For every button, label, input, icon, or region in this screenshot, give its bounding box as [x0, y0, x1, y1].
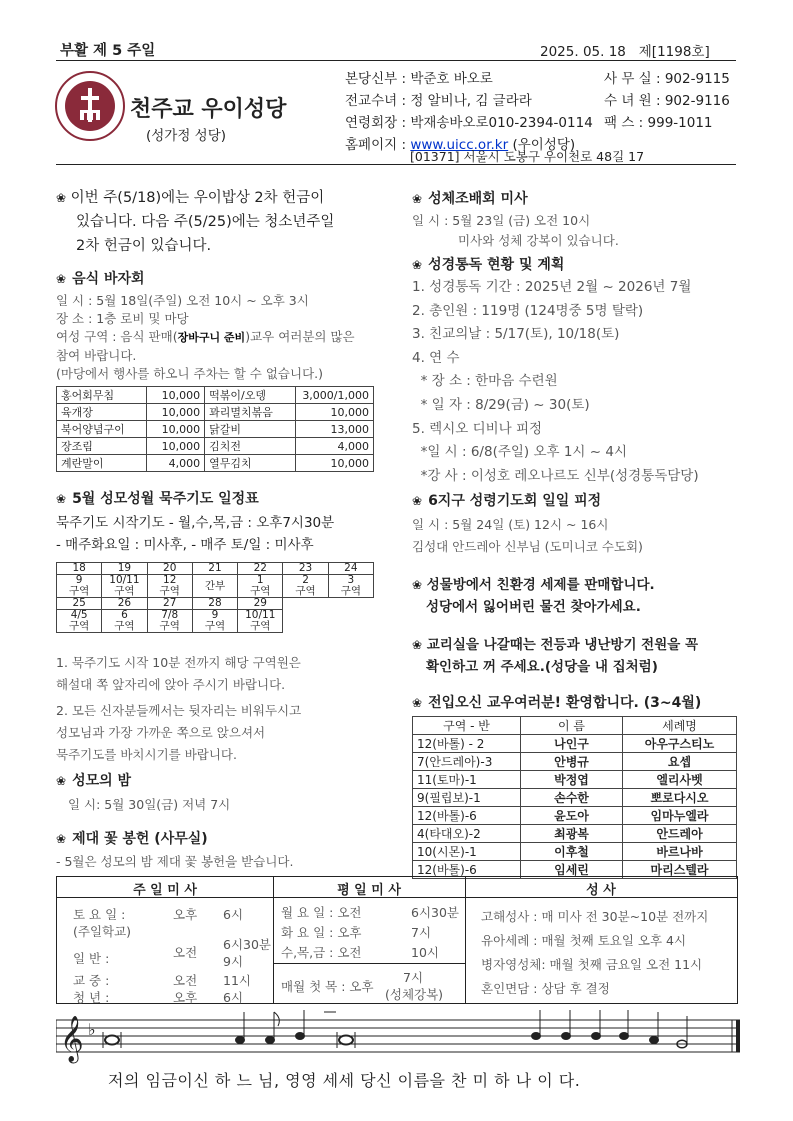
- rosary-date-row: [57, 598, 374, 610]
- menu-price: 10,000: [295, 404, 373, 421]
- menu-item: 북어양념구이: [57, 421, 147, 438]
- welcome-name: 박정엽: [521, 771, 623, 789]
- welcome-name: 나인구: [521, 735, 623, 753]
- rosary-date: 29: [238, 598, 283, 610]
- bazaar-info: 일 시 : 5월 18일(주일) 오전 10시 ~ 오후 3시 장 소 : 1층 로비 및 마당 여성 구역 : 음식 판매(장바구니 준비)교우 여러분의 많은 참여 바랍니다. (마당에서 행사를 하오니 주차는 할 수 없습니다.): [56, 293, 355, 381]
- issue-date: 2025. 05. 18 제[1198호]: [540, 44, 710, 60]
- eucharist-title: ❀ 성체조배회 미사: [412, 191, 528, 207]
- rosary-group: 2 구역: [283, 575, 328, 598]
- menu-price: 10,000: [146, 404, 204, 421]
- menu-row: [57, 387, 374, 404]
- menu-price: 13,000: [295, 421, 373, 438]
- rosary-group: 1 구역: [238, 575, 283, 598]
- welcome-group: 11(토마)-1: [413, 771, 521, 789]
- rosary-table: [56, 562, 374, 633]
- menu-item: 육개장: [57, 404, 147, 421]
- menu-price: 10,000: [146, 421, 204, 438]
- rosary-date: 24: [328, 563, 373, 575]
- sacrament-list: 고해성사 : 매 미사 전 30분~10분 전까지 유아세례 : 매월 첫째 토요일 오후 4시 병자영성체: 매월 첫째 금요일 오전 11시 혼인면담 : 상담 후 결정: [481, 909, 709, 996]
- mass-schedule-box: 주 일 미 사 평 일 미 사 성 사 토 요 일 : 오후 6시 (주일학교) 일 반 : 오전 6시30분 9시 교 중 : 오전 11시 청 년 : 오후 6시 월 요 일 : 오전 6시30분 화 요 일 : 오후 7시 수,목,금 : 오전 10시 매월 첫 목 : 오후 7시 (성체강복) 고해성사 : 매 미사 전 30분~10분 전까지 유아세례 : 매월 첫째 토요일 오후 4시 병자영성체: 매월 첫째 금요일 오전 11시 혼인면담 : 상담 후 결정: [56, 876, 738, 1004]
- rosary-group: 10/11 구역: [102, 575, 147, 598]
- retreat-info: 일 시 : 5월 24일 (토) 12시 ~ 16시 김성대 안드레아 신부님 (도미니코 수도회): [412, 517, 643, 554]
- rosary-group: 9 구역: [192, 610, 237, 633]
- welcome-baptism: 엘리사벳: [623, 771, 737, 789]
- welcome-name: 이후철: [521, 843, 623, 861]
- welcome-row: [413, 807, 737, 825]
- first-thursday-time: 7시: [403, 970, 424, 985]
- bible-line: *일 시 : 6/8(주일) 오후 1시 ~ 4시: [412, 444, 627, 461]
- rosary-date: 23: [283, 563, 328, 575]
- welcome-group: 9(필립보)-1: [413, 789, 521, 807]
- marian-night-title: ❀ 성모의 밤: [56, 773, 132, 789]
- welcome-baptism: 뽀로다시오: [623, 789, 737, 807]
- rosary-date: 20: [147, 563, 192, 575]
- welcome-baptism: 바르나바: [623, 843, 737, 861]
- menu-item: 홍어회무침: [57, 387, 147, 404]
- svg-text:𝄞: 𝄞: [60, 1016, 84, 1062]
- rosary-date: 18: [57, 563, 102, 575]
- music-staff: [56, 1010, 740, 1066]
- welcome-row: [413, 843, 737, 861]
- welcome-row: [413, 789, 737, 807]
- rosary-date: 19: [102, 563, 147, 575]
- menu-item: 떡볶이/오뎅: [205, 387, 296, 404]
- welcome-name: 안병규: [521, 753, 623, 771]
- bible-line: 5. 렉시오 디비나 피정: [412, 420, 543, 437]
- header-rule: [56, 60, 736, 61]
- menu-item: 닭갈비: [205, 421, 296, 438]
- sunday-mass-title: 주 일 미 사: [133, 883, 197, 898]
- menu-price: 3,000/1,000: [295, 387, 373, 404]
- rosary-date: 27: [147, 598, 192, 610]
- sacrament-title: 성 사: [586, 883, 616, 898]
- welcome-baptism: 요셉: [623, 753, 737, 771]
- welcome-row: [413, 753, 737, 771]
- shop-notice: ❀ 성물방에서 친환경 세제를 판매합니다. 성당에서 잃어버린 물건 찾아가세요.: [412, 577, 655, 615]
- rosary-group: 간부: [192, 575, 237, 598]
- rosary-group: 6 구역: [102, 610, 147, 633]
- rosary-notes: 1. 묵주기도 시작 10분 전까지 해당 구역원은 해설대 쪽 앞자리에 앉아 주시기 바랍니다. 2. 모든 신자분들께서는 뒷자리는 비워두시고 성모님과 가장 가까운 쪽으로 앉으셔서 묵주기도를 바치시기를 바랍니다.: [56, 655, 302, 762]
- week-title: 부활 제 5 주일: [60, 43, 156, 59]
- welcome-baptism: 임마누엘라: [623, 807, 737, 825]
- classroom-notice: ❀ 교리실을 나갈때는 전등과 냉난방기 전원을 꼭 확인하고 꺼 주세요.(성당을 내 집처럼): [412, 637, 699, 675]
- parish-name: 천주교 우이성당: [130, 97, 287, 122]
- welcome-group: 10(시몬)-1: [413, 843, 521, 861]
- menu-row: [57, 455, 374, 472]
- rosary-date: 25: [57, 598, 102, 610]
- welcome-baptism: 마리스텔라: [623, 861, 737, 879]
- rosary-group: 7/8 구역: [147, 610, 192, 633]
- menu-item: 계란말이: [57, 455, 147, 472]
- menu-row: [57, 404, 374, 421]
- eucharist-info: 일 시 : 5월 23일 (금) 오전 10시 미사와 성체 강복이 있습니다.: [412, 213, 619, 248]
- bible-title: ❀ 성경통독 현황 및 계획: [412, 257, 565, 273]
- welcome-group: 4(타대오)-2: [413, 825, 521, 843]
- welcome-header-group: 구역 - 반: [413, 717, 521, 735]
- bible-line: 1. 성경통독 기간 : 2025년 2월 ~ 2026년 7월: [412, 279, 692, 295]
- menu-item: 김치전: [205, 438, 296, 455]
- welcome-baptism: 안드레아: [623, 825, 737, 843]
- rosary-group: 4/5 구역: [57, 610, 102, 633]
- parish-info: 본당신부 : 박준호 바오로 전교수녀 : 정 알비나, 김 글라라 연령회장 : 박재송바오로010-2394-0114 홈페이지 : www.uicc.or.kr (우이성당): [345, 71, 593, 153]
- rosary-group: 3 구역: [328, 575, 373, 598]
- welcome-group: 12(바톨) - 2: [413, 735, 521, 753]
- menu-row: [57, 421, 374, 438]
- menu-item: 꽈리멸치볶음: [205, 404, 296, 421]
- header-rule-bottom: [56, 164, 736, 165]
- welcome-title: ❀ 전입오신 교우여러분! 환영합니다. (3~4월): [412, 695, 702, 711]
- welcome-group: 12(바톨)-6: [413, 861, 521, 879]
- rosary-date: 26: [102, 598, 147, 610]
- menu-price: 10,000: [295, 455, 373, 472]
- cross-seal-icon: [54, 70, 126, 142]
- welcome-group: 12(바톨)-6: [413, 807, 521, 825]
- altar-flowers-info: - 5월은 성모의 밤 제대 꽃 봉헌을 받습니다.: [56, 854, 294, 869]
- marian-night-info: 일 시: 5월 30일(금) 저녁 7시: [68, 797, 231, 812]
- menu-price: 4,000: [295, 438, 373, 455]
- welcome-baptism: 아우구스티노: [623, 735, 737, 753]
- rosary-date-row: [57, 563, 374, 575]
- welcome-row: [413, 825, 737, 843]
- rosary-group-row: [57, 575, 374, 598]
- welcome-name: 윤도아: [521, 807, 623, 825]
- welcome-table: [412, 716, 737, 879]
- weekday-mass-title: 평 일 미 사: [337, 883, 401, 898]
- parish-seal: [54, 70, 126, 142]
- bible-line: 4. 연 수: [412, 349, 460, 366]
- music-notation-icon: [56, 1010, 740, 1066]
- notice-second-collection: ❀ 이번 주(5/18)에는 우이밥상 2차 헌금이 있습니다. 다음 주(5/25)에는 청소년주일 2차 헌금이 있습니다.: [56, 190, 335, 254]
- bazaar-title: ❀ 음식 바자회: [56, 271, 145, 287]
- welcome-row: [413, 735, 737, 753]
- hymn-lyrics: 저의 임금이신 하 느 님, 영영 세세 당신 이름을 찬 미 하 나 이 다.: [108, 1071, 581, 1090]
- parish-address: [01371] 서울시 도봉구 우이천로 48길 17: [410, 149, 645, 164]
- welcome-row: [413, 771, 737, 789]
- svg-text:♭: ♭: [88, 1020, 96, 1039]
- welcome-name: 손수한: [521, 789, 623, 807]
- menu-item: 열무김치: [205, 455, 296, 472]
- rosary-group: 9 구역: [57, 575, 102, 598]
- bazaar-menu-table: [56, 386, 374, 472]
- menu-row: [57, 438, 374, 455]
- bible-line: 2. 총인원 : 119명 (124명중 5명 탈락): [412, 302, 644, 319]
- retreat-title: ❀ 6지구 성령기도회 일일 피정: [412, 493, 602, 509]
- parish-subtitle: (성가정 성당): [146, 128, 227, 144]
- menu-item: 장조림: [57, 438, 147, 455]
- bible-line: 3. 친교의날 : 5/17(토), 10/18(토): [412, 326, 620, 343]
- rosary-group: 12 구역: [147, 575, 192, 598]
- bible-line: * 일 자 : 8/29(금) ~ 30(토): [412, 396, 590, 413]
- contact-list: 사 무 실 : 902-9115 수 녀 원 : 902-9116 팩 스 : 999-1011: [604, 71, 730, 131]
- rosary-date: 21: [192, 563, 237, 575]
- first-thursday-label: 매월 첫 목 : 오후: [281, 979, 374, 994]
- rosary-schedule: 묵주기도 시작기도 - 월,수,목,금 : 오후7시30분 - 매주화요일 : 미사후, - 매주 토/일 : 미사후: [56, 515, 335, 553]
- altar-flowers-title: ❀ 제대 꽃 봉헌 (사무실): [56, 831, 208, 847]
- welcome-name: 최광복: [521, 825, 623, 843]
- bible-info: [412, 276, 699, 488]
- welcome-name: 임세린: [521, 861, 623, 879]
- welcome-header-baptism: 세례명: [623, 717, 737, 735]
- rosary-group: 10/11 구역: [238, 610, 283, 633]
- rosary-group-row: [57, 610, 374, 633]
- homepage-link[interactable]: www.uicc.or.kr: [410, 137, 509, 153]
- menu-price: 10,000: [146, 438, 204, 455]
- bible-line: *강 사 : 이성호 레오나르도 신부(성경통독담당): [412, 467, 699, 484]
- rosary-title: ❀ 5월 성모성월 묵주기도 일정표: [56, 491, 259, 507]
- bible-line: * 장 소 : 한마음 수련원: [412, 373, 558, 390]
- rosary-date: 28: [192, 598, 237, 610]
- menu-price: 4,000: [146, 455, 204, 472]
- first-thursday-note: (성체강복): [385, 987, 444, 1002]
- menu-price: 10,000: [146, 387, 204, 404]
- rosary-date: 22: [238, 563, 283, 575]
- welcome-group: 7(안드레아)-3: [413, 753, 521, 771]
- welcome-header-name: 이 름: [521, 717, 623, 735]
